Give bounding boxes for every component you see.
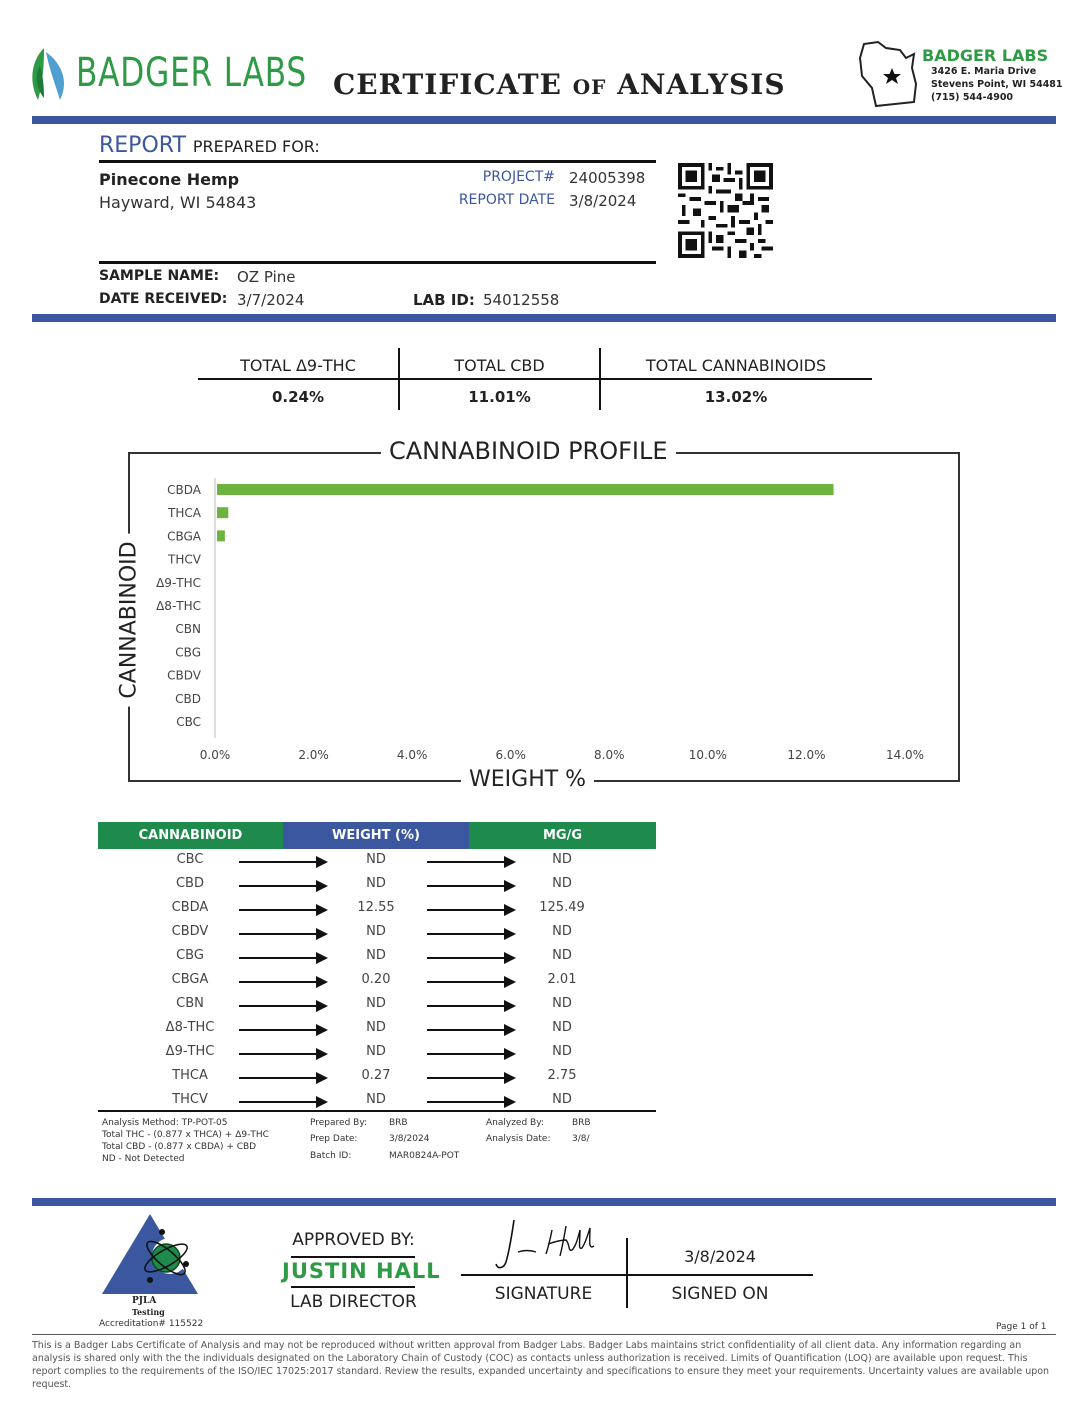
logo-text: BADGER LABS <box>76 50 307 96</box>
analysis-date-label: Analysis Date: <box>486 1134 551 1144</box>
analyzed-by-value: BRB <box>572 1118 591 1128</box>
approved-by-label: APPROVED BY: <box>292 1230 415 1250</box>
row-arrow-icon <box>239 909 326 911</box>
table-cell-weight: ND <box>366 924 386 939</box>
footer-divider <box>32 1198 1056 1206</box>
chart-bar-thca <box>217 507 228 518</box>
row-arrow-icon <box>239 861 326 863</box>
table-cell-mgg: ND <box>552 1092 572 1107</box>
table-cell-weight: ND <box>366 948 386 963</box>
chart-category-label: THCA <box>168 506 201 521</box>
total-thc-formula: Total THC - (0.877 x THCA) + Δ9-THC <box>102 1130 269 1140</box>
legal-disclaimer: This is a Badger Labs Certificate of Analysis and may not be reproduced without written approval from Badger Labs. Badger Labs maintains strict confidentiality of all client data. Any information regarding an analysis is shared only with the the individuals designated on the Laboratory Chain of Custody (COC) as contacts unless authorization is received. Limits of Quantification (LOQ) are available upon request. This report complies to the requirements of the ISO/IEC 17025:2017 standard. Review the results, expanded uncertainty and specifications to ensure they meet your requirements. Uncertainty values are available upon request. <box>32 1340 1050 1390</box>
table-cell-cannabinoid: THCV <box>172 1092 208 1107</box>
total-thc-label: TOTAL Δ9-THC <box>240 356 356 375</box>
table-cell-cannabinoid: Δ9-THC <box>165 1044 215 1059</box>
chart-y-axis-title: CANNABINOID <box>111 533 148 706</box>
chart-category-label: THCV <box>168 552 201 567</box>
table-header-mgg: MG/G <box>469 822 656 849</box>
totals-rule <box>198 378 872 380</box>
row-arrow-icon <box>427 957 514 959</box>
table-cell-weight: 0.27 <box>361 1068 391 1083</box>
chart-category-label: CBG <box>175 645 201 660</box>
row-arrow-icon <box>427 933 514 935</box>
prepared-by-label: Prepared By: <box>310 1118 368 1128</box>
row-arrow-icon <box>427 1053 514 1055</box>
chart-category-label: Δ8-THC <box>156 599 201 613</box>
chart-bar-cbda <box>217 484 834 495</box>
client-name: Pinecone Hemp <box>99 170 240 189</box>
qr-code[interactable] <box>678 163 773 258</box>
row-arrow-icon <box>239 885 326 887</box>
row-arrow-icon <box>239 1077 326 1079</box>
signed-on-value: 3/8/2024 <box>684 1247 756 1266</box>
approved-rule-top <box>291 1256 415 1258</box>
sample-name-value: OZ Pine <box>237 268 296 286</box>
page-number: Page 1 of 1 <box>996 1322 1047 1332</box>
wisconsin-map-icon <box>856 38 928 110</box>
row-arrow-icon <box>427 1005 514 1007</box>
signature-label: SIGNATURE <box>494 1284 593 1304</box>
title-word-analysis: ANALYSIS <box>617 68 786 101</box>
table-cell-cannabinoid: Δ8-THC <box>165 1020 215 1035</box>
table-cell-mgg: ND <box>552 852 572 867</box>
table-cell-cannabinoid: CBG <box>176 948 204 963</box>
table-cell-cannabinoid: THCA <box>172 1068 208 1083</box>
analysis-date-value: 3/8/ <box>572 1134 590 1144</box>
prepared-for-label: PREPARED FOR: <box>192 137 320 156</box>
analysis-method: Analysis Method: TP-POT-05 <box>102 1118 228 1128</box>
total-cbd-label: TOTAL CBD <box>454 356 545 375</box>
leaf-logo-icon <box>30 46 72 102</box>
table-cell-weight: ND <box>366 1020 386 1035</box>
document-title <box>333 68 786 101</box>
project-value: 24005398 <box>569 169 646 187</box>
row-arrow-icon <box>427 1101 514 1103</box>
approver-title: LAB DIRECTOR <box>290 1292 417 1312</box>
chart-x-tick-label: 10.0% <box>688 748 727 762</box>
report-heading <box>99 133 320 158</box>
chart-x-tick-label: 6.0% <box>495 748 526 762</box>
cannabinoid-bar-chart <box>140 476 940 766</box>
table-cell-mgg: 125.49 <box>539 900 585 915</box>
lab-id-label: LAB ID: <box>413 291 475 309</box>
prepared-by-value: BRB <box>389 1118 408 1128</box>
title-word-of: OF <box>572 75 607 99</box>
table-header-cannabinoid: CANNABINOID <box>98 822 283 849</box>
pjla-accreditation-logo <box>100 1212 200 1296</box>
total-cbd-formula: Total CBD - (0.877 x CBDA) + CBD <box>102 1142 257 1152</box>
row-arrow-icon <box>427 861 514 863</box>
table-cell-mgg: ND <box>552 1044 572 1059</box>
chart-category-label: CBC <box>176 715 201 729</box>
chart-category-label: CBDA <box>167 483 201 497</box>
table-cell-weight: 0.20 <box>361 972 391 987</box>
sample-name-label: SAMPLE NAME: <box>99 268 220 284</box>
total-thc-value: 0.24% <box>271 388 325 406</box>
row-arrow-icon <box>239 933 326 935</box>
row-arrow-icon <box>239 1053 326 1055</box>
batch-id-value: MAR0824A-POT <box>389 1151 460 1161</box>
signature-divider <box>626 1238 628 1308</box>
chart-category-label: CBDV <box>167 668 201 683</box>
row-arrow-icon <box>239 957 326 959</box>
table-header-weight: WEIGHT (%) <box>283 822 469 849</box>
pjla-text: PJLA <box>132 1296 157 1306</box>
chart-x-axis-title: WEIGHT % <box>461 767 594 792</box>
signed-on-label: SIGNED ON <box>671 1284 769 1304</box>
header-divider <box>32 116 1056 124</box>
title-word-certificate: CERTIFICATE <box>333 68 562 101</box>
lab-address-line1: 3426 E. Maria Drive <box>931 66 1037 77</box>
chart-bar-cbga <box>217 530 225 541</box>
table-cell-cannabinoid: CBC <box>176 852 204 867</box>
table-cell-weight: ND <box>366 876 386 891</box>
date-received-value: 3/7/2024 <box>237 291 305 309</box>
report-top-rule <box>99 160 656 163</box>
row-arrow-icon <box>239 981 326 983</box>
row-arrow-icon <box>427 909 514 911</box>
table-cell-weight: ND <box>366 852 386 867</box>
total-cannabinoids-label: TOTAL CANNABINOIDS <box>645 356 827 375</box>
table-cell-weight: ND <box>366 1092 386 1107</box>
table-cell-mgg: ND <box>552 996 572 1011</box>
table-cell-cannabinoid: CBDA <box>171 900 209 915</box>
report-bottom-rule <box>99 261 656 264</box>
chart-x-tick-label: 8.0% <box>594 748 625 762</box>
chart-category-label: Δ9-THC <box>156 575 201 590</box>
date-received-label: DATE RECEIVED: <box>99 291 228 307</box>
row-arrow-icon <box>239 1029 326 1031</box>
row-arrow-icon <box>239 1101 326 1103</box>
report-word: REPORT <box>99 133 186 158</box>
chart-category-label: CBGA <box>167 529 201 544</box>
table-cell-mgg: 2.01 <box>547 972 577 987</box>
lab-id-value: 54012558 <box>483 291 560 309</box>
table-cell-mgg: ND <box>552 876 572 891</box>
client-city: Hayward, WI 54843 <box>99 193 257 212</box>
table-cell-cannabinoid: CBD <box>175 876 204 891</box>
total-cbd-value: 11.01% <box>468 388 531 406</box>
lab-name: BADGER LABS <box>922 46 1049 65</box>
table-cell-mgg: ND <box>552 1020 572 1035</box>
chart-x-tick-label: 4.0% <box>396 748 428 762</box>
table-cell-mgg: 2.75 <box>547 1068 577 1083</box>
approver-name: JUSTIN HALL <box>282 1259 441 1283</box>
row-arrow-icon <box>427 981 514 983</box>
report-date-value: 3/8/2024 <box>569 192 637 210</box>
row-arrow-icon <box>239 1005 326 1007</box>
table-cell-weight: ND <box>366 1044 386 1059</box>
chart-x-tick-label: 2.0% <box>298 748 329 762</box>
table-cell-weight: 12.55 <box>357 900 395 915</box>
approved-rule-bottom <box>291 1286 415 1288</box>
chart-category-label: CBN <box>175 622 201 637</box>
report-divider <box>32 314 1056 322</box>
row-arrow-icon <box>427 1029 514 1031</box>
accreditation-number: Accreditation# 115522 <box>99 1319 204 1329</box>
signature-rule <box>461 1274 813 1276</box>
chart-x-tick-label: 14.0% <box>885 748 925 762</box>
project-label: PROJECT# <box>482 169 555 185</box>
table-cell-cannabinoid: CBGA <box>171 972 209 987</box>
nd-definition: ND - Not Detected <box>102 1154 185 1164</box>
row-arrow-icon <box>427 1077 514 1079</box>
pjla-testing-text: Testing <box>132 1307 165 1317</box>
row-arrow-icon <box>427 885 514 887</box>
lab-phone: (715) 544-4900 <box>931 92 1014 103</box>
table-cell-cannabinoid: CBDV <box>171 924 209 939</box>
report-date-label: REPORT DATE <box>458 192 555 208</box>
disclaimer-rule <box>32 1334 1056 1335</box>
signature-image <box>492 1214 602 1274</box>
table-cell-mgg: ND <box>552 924 572 939</box>
table-bottom-rule <box>98 1110 656 1112</box>
chart-x-tick-label: 0.0% <box>199 748 231 762</box>
table-cell-mgg: ND <box>552 948 572 963</box>
lab-address-line2: Stevens Point, WI 54481 <box>931 79 1063 90</box>
analyzed-by-label: Analyzed By: <box>486 1118 544 1128</box>
table-cell-cannabinoid: CBN <box>176 996 204 1011</box>
prep-date-label: Prep Date: <box>310 1134 358 1144</box>
company-logo <box>30 46 307 102</box>
chart-category-label: CBD <box>175 691 201 706</box>
total-cannabinoids-value: 13.02% <box>704 388 768 406</box>
batch-id-label: Batch ID: <box>310 1151 352 1161</box>
table-cell-weight: ND <box>366 996 386 1011</box>
prep-date-value: 3/8/2024 <box>389 1134 430 1144</box>
chart-x-tick-label: 12.0% <box>787 748 826 762</box>
chart-title: CANNABINOID PROFILE <box>381 437 676 465</box>
